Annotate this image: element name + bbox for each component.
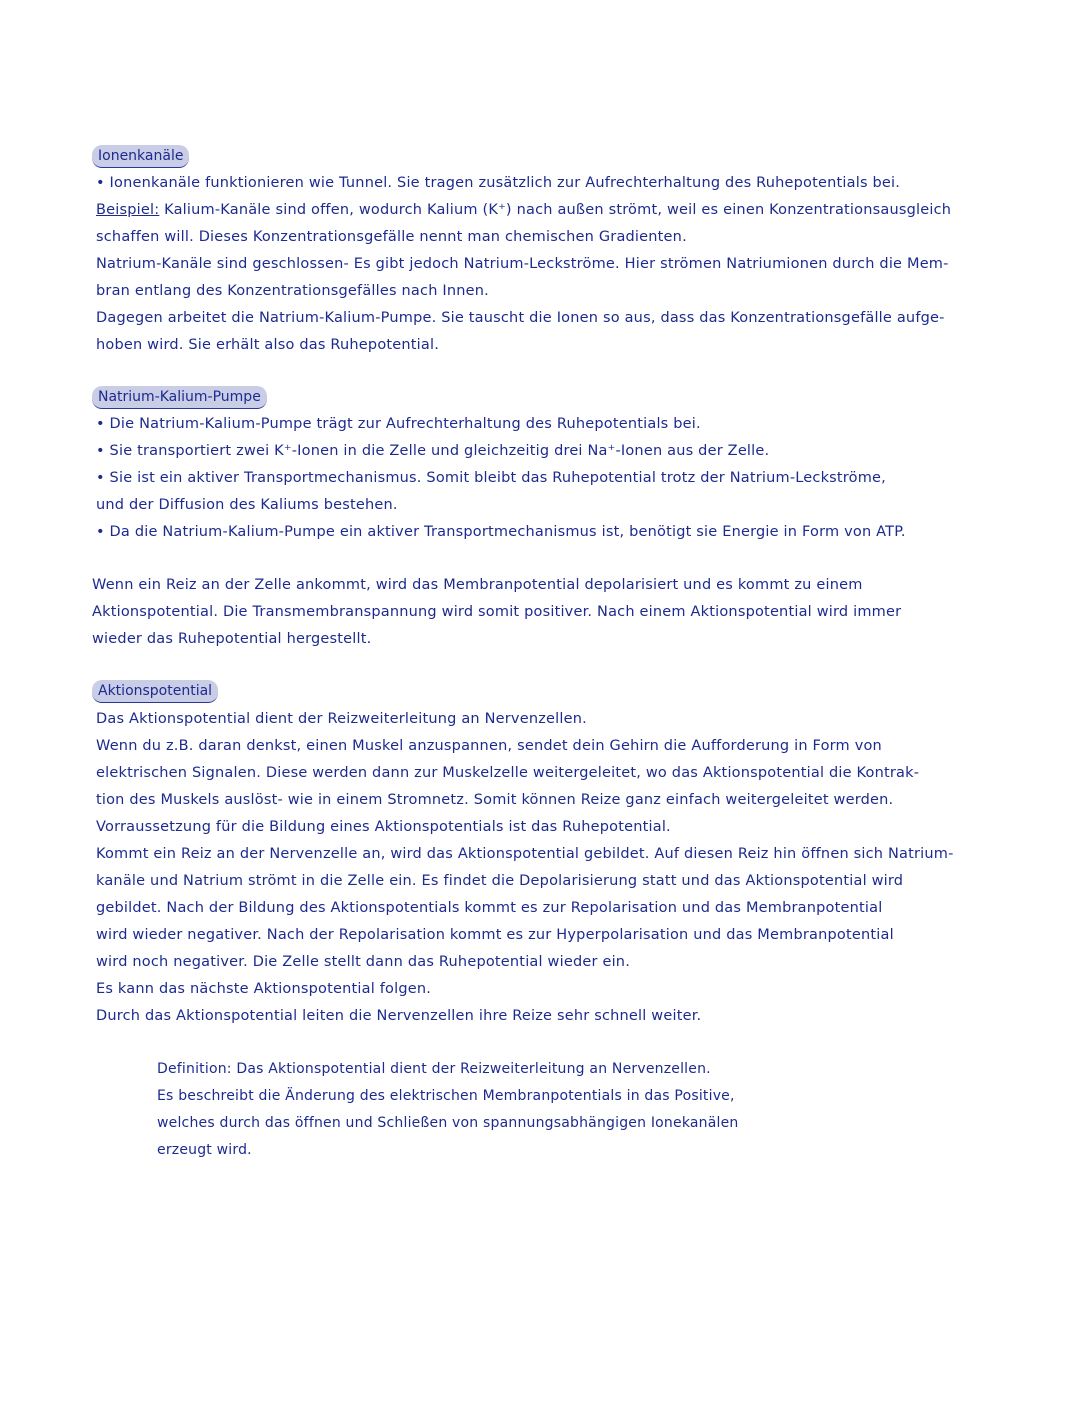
text-line: • Da die Natrium-Kalium-Pumpe ein aktiver Transportmechanismus ist, benötigt sie Energie in Form von ATP. — [96, 524, 906, 540]
text-line: wird wieder negativer. Nach der Repolarisation kommt es zur Hyperpolarisation und das Membranpotential — [96, 927, 894, 943]
heading-aktionspotential: Aktionspotential — [92, 680, 218, 703]
text-line: und der Diffusion des Kaliums bestehen. — [96, 497, 398, 513]
text-line: Kommt ein Reiz an der Nervenzelle an, wird das Aktionspotential gebildet. Auf diesen Reiz hin öffnen sich Natrium- — [96, 846, 954, 862]
text-line: hoben wird. Sie erhält also das Ruhepotential. — [96, 337, 440, 353]
text-line: Durch das Aktionspotential leiten die Nervenzellen ihre Reize sehr schnell weiter. — [96, 1008, 702, 1024]
text-line — [96, 201, 951, 219]
text-line: Vorraussetzung für die Bildung eines Aktionspotentials ist das Ruhepotential. — [96, 819, 671, 835]
heading-natrium-kalium-pumpe: Natrium-Kalium-Pumpe — [92, 386, 267, 409]
text-line-content: Kalium-Kanäle sind offen, wodurch Kalium (K⁺) nach außen strömt, weil es einen Konzentrationsausgleich — [164, 202, 952, 218]
text-line: Natrium-Kanäle sind geschlossen- Es gibt jedoch Natrium-Leckströme. Hier strömen Natriumionen durch die Mem- — [96, 256, 949, 272]
text-line: • Sie ist ein aktiver Transportmechanismus. Somit bleibt das Ruhepotential trotz der Natrium-Leckströme, — [96, 470, 886, 486]
text-line: Definition: Das Aktionspotential dient der Reizweiterleitung an Nervenzellen. — [157, 1061, 711, 1077]
example-label: Beispiel: — [96, 202, 160, 218]
text-line: wird noch negativer. Die Zelle stellt dann das Ruhepotential wieder ein. — [96, 954, 630, 970]
text-line: Es beschreibt die Änderung des elektrischen Membranpotentials in das Positive, — [157, 1088, 735, 1104]
text-line: tion des Muskels auslöst- wie in einem Stromnetz. Somit können Reize ganz einfach weitergeleitet werden. — [96, 792, 894, 808]
text-line: • Die Natrium-Kalium-Pumpe trägt zur Aufrechterhaltung des Ruhepotentials bei. — [96, 416, 701, 432]
text-line: • Ionenkanäle funktionieren wie Tunnel. Sie tragen zusätzlich zur Aufrechterhaltung des Ruhepotentials bei. — [96, 175, 901, 191]
text-line: • Sie transportiert zwei K⁺-Ionen in die Zelle und gleichzeitig drei Na⁺-Ionen aus der Zelle. — [96, 443, 770, 459]
text-line: wieder das Ruhepotential hergestellt. — [92, 631, 372, 647]
text-line: Es kann das nächste Aktionspotential folgen. — [96, 981, 432, 997]
text-line: erzeugt wird. — [157, 1142, 252, 1158]
text-line: Wenn du z.B. daran denkst, einen Muskel anzuspannen, sendet dein Gehirn die Aufforderung in Form von — [96, 738, 882, 754]
text-line: bran entlang des Konzentrationsgefälles nach Innen. — [96, 283, 489, 299]
text-line: kanäle und Natrium strömt in die Zelle ein. Es findet die Depolarisierung statt und das Aktionspotential wird — [96, 873, 904, 889]
text-line: Dagegen arbeitet die Natrium-Kalium-Pumpe. Sie tauscht die Ionen so aus, dass das Konzentrationsgefälle aufge- — [96, 310, 945, 326]
heading-ionenkanaele: Ionenkanäle — [92, 145, 189, 168]
text-line: welches durch das öffnen und Schließen von spannungsabhängigen Ionekanälen — [157, 1115, 739, 1131]
text-line: Aktionspotential. Die Transmembranspannung wird somit positiver. Nach einem Aktionspotential wird immer — [92, 604, 902, 620]
text-line: Wenn ein Reiz an der Zelle ankommt, wird das Membranpotential depolarisiert und es kommt zu einem — [92, 577, 863, 593]
text-line: schaffen will. Dieses Konzentrationsgefälle nennt man chemischen Gradienten. — [96, 229, 687, 245]
text-line: elektrischen Signalen. Diese werden dann zur Muskelzelle weitergeleitet, wo das Aktionspotential die Kontrak- — [96, 765, 920, 781]
text-line: gebildet. Nach der Bildung des Aktionspotentials kommt es zur Repolarisation und das Membranpotential — [96, 900, 883, 916]
text-line: Das Aktionspotential dient der Reizweiterleitung an Nervenzellen. — [96, 711, 587, 727]
